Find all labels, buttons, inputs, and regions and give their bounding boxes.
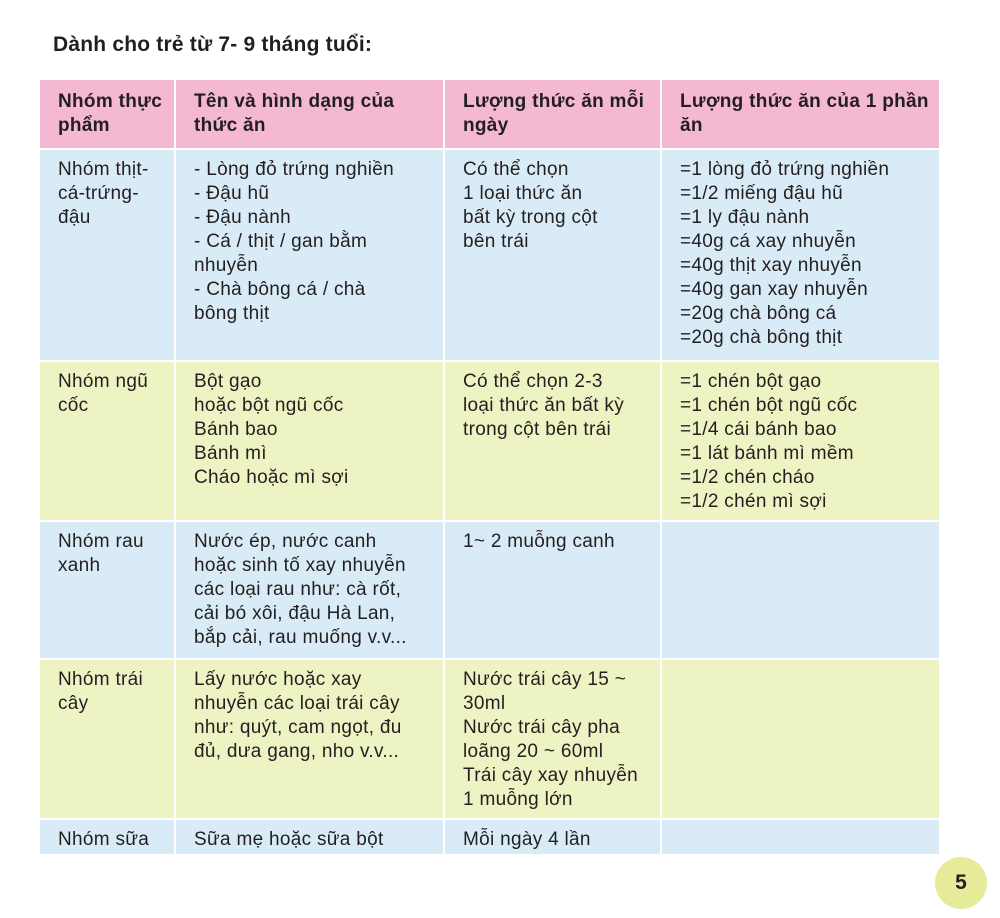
cell-line: =1 chén bột ngũ cốc xyxy=(680,395,858,416)
table-header-row xyxy=(39,79,940,149)
cell-line: 30ml xyxy=(463,693,506,714)
cell-food-names xyxy=(175,149,444,361)
cell-line: 1~ 2 muỗng canh xyxy=(463,531,615,552)
cell-line: trong cột bên trái xyxy=(463,419,611,440)
cell-line: bên trái xyxy=(463,231,529,252)
cell-line: =40g thịt xay nhuyễn xyxy=(680,255,862,276)
cell-line: hoặc bột ngũ cốc xyxy=(194,395,344,416)
cell-line: - Đậu nành xyxy=(194,207,292,228)
cell-line: Mỗi ngày 4 lần xyxy=(463,829,591,850)
row-milk xyxy=(39,819,940,855)
cell-portion-amount xyxy=(661,659,940,819)
cell-line: Có thể chọn xyxy=(463,159,569,180)
cell-line: - Đậu hũ xyxy=(194,183,270,204)
cell-line: đậu xyxy=(58,207,91,228)
cell-portion-amount xyxy=(661,819,940,855)
column-header-portion-amount: Lượng thức ăn của 1 phần ăn xyxy=(661,79,940,149)
cell-line: loãng 20 ~ 60ml xyxy=(463,741,604,762)
row-meat-fish-egg-bean xyxy=(39,149,940,361)
cell-line: =1/4 cái bánh bao xyxy=(680,419,837,440)
cell-line: Nhóm trái xyxy=(58,669,144,690)
cell-line: Nhóm sữa xyxy=(58,829,150,850)
cell-food-group xyxy=(39,659,175,819)
cell-portion-amount xyxy=(661,521,940,659)
cell-line: Nước trái cây pha xyxy=(463,717,620,738)
cell-line: Nước trái cây 15 ~ xyxy=(463,669,627,690)
cell-line: =40g gan xay nhuyễn xyxy=(680,279,868,300)
cell-daily-amount xyxy=(444,819,661,855)
row-fruits xyxy=(39,659,940,819)
cell-line: cây xyxy=(58,693,89,714)
cell-line: cải bó xôi, đậu Hà Lan, xyxy=(194,603,396,624)
cell-line: cốc xyxy=(58,395,89,416)
column-header-food-group: Nhóm thực phẩm xyxy=(39,79,175,149)
cell-line: Nhóm thịt- xyxy=(58,159,149,180)
cell-line: =1 ly đậu nành xyxy=(680,207,810,228)
cell-line: =20g chà bông thịt xyxy=(680,327,843,348)
cell-food-group xyxy=(39,361,175,521)
cell-line: nhuyễn các loại trái cây xyxy=(194,693,400,714)
cell-line: Nhóm ngũ xyxy=(58,371,149,392)
row-green-vegetables xyxy=(39,521,940,659)
cell-line: - Lòng đỏ trứng nghiền xyxy=(194,159,394,180)
cell-line: xanh xyxy=(58,555,101,576)
cell-food-names xyxy=(175,361,444,521)
cell-food-group xyxy=(39,521,175,659)
section-heading: Dành cho trẻ từ 7- 9 tháng tuổi: xyxy=(53,33,373,56)
cell-line: cá-trứng- xyxy=(58,183,139,204)
cell-line: Sữa mẹ hoặc sữa bột xyxy=(194,829,384,850)
cell-line: Nước ép, nước canh xyxy=(194,531,377,552)
cell-line: 1 muỗng lớn xyxy=(463,789,573,810)
column-header-daily-amount: Lượng thức ăn mỗi ngày xyxy=(444,79,661,149)
cell-food-names xyxy=(175,659,444,819)
page-number-badge: 5 xyxy=(935,857,987,909)
cell-line: =1/2 miếng đậu hũ xyxy=(680,183,844,204)
cell-line: 1 loại thức ăn xyxy=(463,183,583,204)
cell-line: Nhóm rau xyxy=(58,531,144,552)
row-grains xyxy=(39,361,940,521)
cell-food-group xyxy=(39,149,175,361)
cell-line: bất kỳ trong cột xyxy=(463,207,598,228)
column-header-food-name: Tên và hình dạng của thức ăn xyxy=(175,79,444,149)
cell-line: =1/2 chén mì sợi xyxy=(680,491,827,512)
cell-daily-amount xyxy=(444,361,661,521)
cell-food-names xyxy=(175,819,444,855)
cell-line: Bánh bao xyxy=(194,419,278,440)
cell-line: =40g cá xay nhuyễn xyxy=(680,231,857,252)
cell-daily-amount xyxy=(444,659,661,819)
cell-line: hoặc sinh tố xay nhuyễn xyxy=(194,555,406,576)
cell-line: - Chà bông cá / chà xyxy=(194,279,366,300)
cell-daily-amount xyxy=(444,149,661,361)
cell-line: Bánh mì xyxy=(194,443,267,464)
cell-line: =20g chà bông cá xyxy=(680,303,837,324)
cell-line: Bột gạo xyxy=(194,371,262,392)
cell-line: nhuyễn xyxy=(194,255,259,276)
cell-daily-amount xyxy=(444,521,661,659)
cell-line: Có thể chọn 2-3 xyxy=(463,371,603,392)
nutrition-table xyxy=(38,78,941,856)
cell-line: - Cá / thịt / gan bằm xyxy=(194,231,368,252)
cell-food-group xyxy=(39,819,175,855)
cell-portion-amount xyxy=(661,149,940,361)
cell-food-names xyxy=(175,521,444,659)
cell-line: Cháo hoặc mì sợi xyxy=(194,467,349,488)
cell-line: =1/2 chén cháo xyxy=(680,467,815,488)
cell-line: Trái cây xay nhuyễn xyxy=(463,765,639,786)
cell-line: bông thịt xyxy=(194,303,270,324)
cell-line: Lấy nước hoặc xay xyxy=(194,669,362,690)
cell-line: =1 lát bánh mì mềm xyxy=(680,443,854,464)
cell-line: loại thức ăn bất kỳ xyxy=(463,395,625,416)
cell-line: các loại rau như: cà rốt, xyxy=(194,579,402,600)
cell-portion-amount xyxy=(661,361,940,521)
cell-line: đủ, dưa gang, nho v.v... xyxy=(194,741,400,762)
cell-line: như: quýt, cam ngọt, đu xyxy=(194,717,402,738)
cell-line: =1 chén bột gạo xyxy=(680,371,822,392)
cell-line: bắp cải, rau muống v.v... xyxy=(194,627,407,648)
cell-line: =1 lòng đỏ trứng nghiền xyxy=(680,159,890,180)
